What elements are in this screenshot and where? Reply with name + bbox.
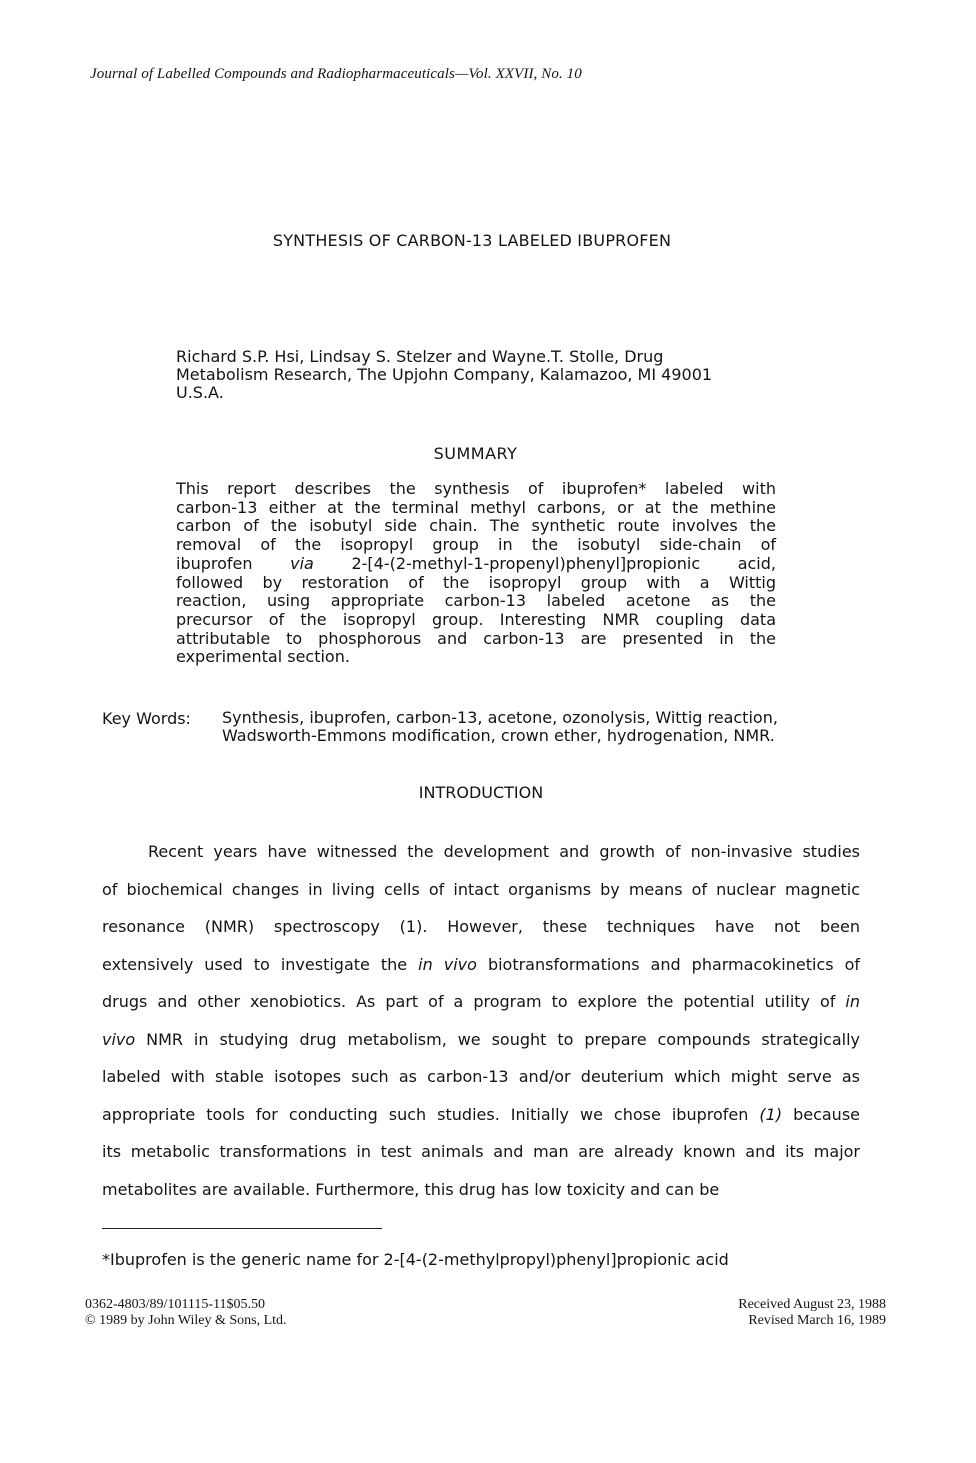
body-line: resonance (NMR) spectroscopy (1). However, these techniques have not been	[102, 917, 860, 936]
body-line: its metabolic transformations in test animals and man are already known and its major	[102, 1142, 860, 1161]
summary-line: removal of the isopropyl group in the isobutyl side-chain of	[176, 535, 776, 555]
dates-block	[738, 1297, 886, 1329]
summary-line: reaction, using appropriate carbon-13 labeled acetone as the	[176, 591, 776, 611]
summary-line: followed by restoration of the isopropyl group with a Wittig	[176, 572, 776, 592]
keywords-list	[222, 709, 778, 745]
footnote-divider	[102, 1228, 382, 1229]
summary-line: This report describes the synthesis of ibuprofen* labeled with	[176, 479, 776, 498]
body-line: Recent years have witnessed the development and growth of non-invasive studies	[148, 842, 860, 861]
keywords-line: Wadsworth-Emmons modification, crown ether, hydrogenation, NMR.	[222, 726, 775, 745]
introduction-body	[102, 833, 860, 1208]
introduction-heading: INTRODUCTION	[418, 783, 544, 802]
author-line: Richard S.P. Hsi, Lindsay S. Stelzer and Wayne.T. Stolle, Drug	[176, 347, 664, 366]
revised-date: Revised March 16, 1989	[748, 1313, 886, 1328]
summary-line: experimental section.	[176, 647, 350, 667]
author-affiliation	[176, 348, 712, 402]
body-line: drugs and other xenobiotics. As part of a program to explore the potential utility of in	[102, 992, 860, 1011]
copyright-block	[85, 1297, 287, 1329]
summary-line: precursor of the isopropyl group. Interesting NMR coupling data	[176, 609, 776, 629]
summary-heading: SUMMARY	[433, 444, 518, 463]
article-code: 0362-4803/89/101115-11$05.50	[85, 1297, 266, 1312]
body-line: metabolites are available. Furthermore, this drug has low toxicity and can be	[102, 1179, 720, 1199]
summary-line: attributable to phosphorous and carbon-13 are presented in the	[176, 628, 776, 648]
keywords-label: Key Words:	[102, 709, 191, 728]
keywords-line: Synthesis, ibuprofen, carbon-13, acetone, ozonolysis, Wittig reaction,	[222, 708, 778, 727]
summary-text	[176, 480, 776, 667]
received-date: Received August 23, 1988	[738, 1297, 886, 1312]
summary-line: carbon of the isobutyl side chain. The synthetic route involves the	[176, 516, 776, 536]
body-line: of biochemical changes in living cells of intact organisms by means of nuclear magnetic	[102, 879, 860, 899]
author-line: U.S.A.	[176, 383, 224, 402]
body-line: appropriate tools for conducting such studies. Initially we chose ibuprofen (1) because	[102, 1104, 860, 1124]
journal-header: Journal of Labelled Compounds and Radiopharmaceuticals—Vol. XXVII, No. 10	[90, 66, 582, 82]
author-line: Metabolism Research, The Upjohn Company, Kalamazoo, MI 49001	[176, 365, 713, 384]
body-line: labeled with stable isotopes such as carbon-13 and/or deuterium which might serve as	[102, 1067, 860, 1086]
footnote: *Ibuprofen is the generic name for 2-[4-(2-methylpropyl)phenyl]propionic acid	[102, 1250, 729, 1269]
paper-title: SYNTHESIS OF CARBON-13 LABELED IBUPROFEN	[272, 231, 672, 250]
summary-line: carbon-13 either at the terminal methyl carbons, or at the methine	[176, 497, 776, 517]
body-line: vivo NMR in studying drug metabolism, we sought to prepare compounds strategically	[102, 1029, 861, 1049]
copyright-line: © 1989 by John Wiley & Sons, Ltd.	[85, 1313, 287, 1328]
body-line: extensively used to investigate the in vivo biotransformations and pharmacokinetics of	[102, 954, 861, 974]
summary-line: ibuprofen via 2-[4-(2-methyl-1-propenyl)phenyl]propionic acid,	[176, 553, 776, 573]
